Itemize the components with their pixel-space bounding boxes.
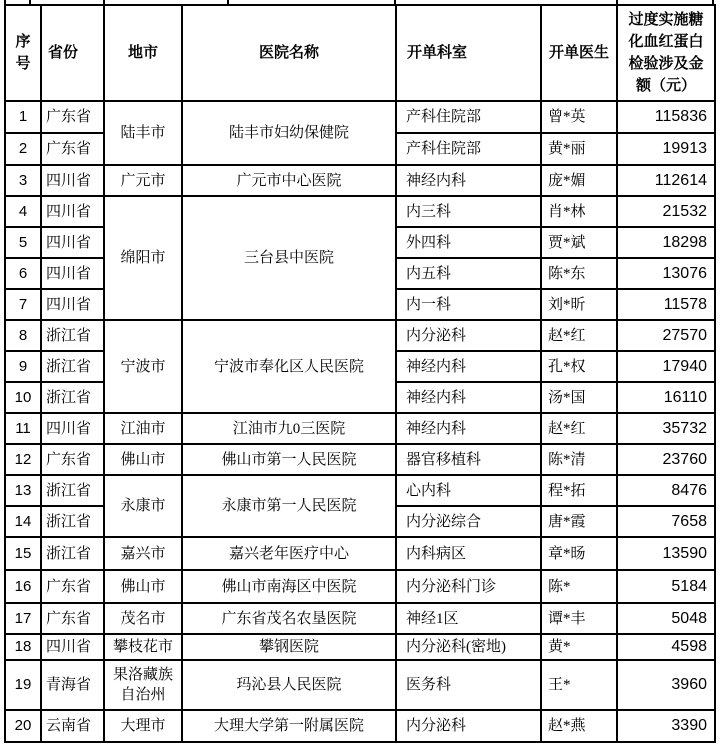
col-header-index: 序号 <box>5 5 41 101</box>
cell-hospital: 广东省茂名农垦医院 <box>182 603 396 634</box>
cell-doctor: 赵*燕 <box>541 710 617 742</box>
cell-city: 果洛藏族自治州 <box>104 660 182 710</box>
cell-doctor: 庞*媚 <box>541 165 617 196</box>
cell-province: 广东省 <box>41 603 104 634</box>
cell-doctor: 曾*英 <box>541 101 617 133</box>
table-row <box>5 165 715 196</box>
cell-index: 19 <box>5 660 41 710</box>
table-row <box>5 537 715 570</box>
table-body <box>5 101 715 742</box>
table-row <box>5 413 715 444</box>
cell-index: 15 <box>5 537 41 570</box>
cell-doctor: 陈*东 <box>541 258 617 289</box>
cell-department: 内分泌科 <box>396 320 541 351</box>
cell-province: 广东省 <box>41 101 104 133</box>
col-header-city: 地市 <box>104 5 182 101</box>
cell-index: 14 <box>5 506 41 537</box>
cell-index: 8 <box>5 320 41 351</box>
cell-province: 四川省 <box>41 196 104 227</box>
cell-amount: 7658 <box>617 506 715 537</box>
cell-hospital: 玛沁县人民医院 <box>182 660 396 710</box>
cell-hospital: 永康市第一人民医院 <box>182 475 396 537</box>
cell-department: 医务科 <box>396 660 541 710</box>
cell-province: 四川省 <box>41 634 104 660</box>
cell-hospital: 陆丰市妇幼保健院 <box>182 101 396 165</box>
cell-city: 茂名市 <box>104 603 182 634</box>
cell-department: 内一科 <box>396 289 541 320</box>
cell-amount: 8476 <box>617 475 715 506</box>
cell-amount: 5048 <box>617 603 715 634</box>
hba1c-overtesting-table <box>4 4 716 743</box>
cell-department: 内分泌综合 <box>396 506 541 537</box>
cell-department: 内科病区 <box>396 537 541 570</box>
table-row <box>5 603 715 634</box>
cell-doctor: 王* <box>541 660 617 710</box>
cell-amount: 16110 <box>617 382 715 413</box>
cell-index: 18 <box>5 634 41 660</box>
cell-city: 佛山市 <box>104 570 182 603</box>
cell-index: 13 <box>5 475 41 506</box>
cell-index: 6 <box>5 258 41 289</box>
cell-city: 永康市 <box>104 475 182 537</box>
cell-city: 佛山市 <box>104 444 182 475</box>
cell-hospital: 大理大学第一附属医院 <box>182 710 396 742</box>
cell-doctor: 陈* <box>541 570 617 603</box>
cell-amount: 11578 <box>617 289 715 320</box>
cell-doctor: 肖*林 <box>541 196 617 227</box>
cell-province: 浙江省 <box>41 537 104 570</box>
cell-department: 神经1区 <box>396 603 541 634</box>
cell-doctor: 黄*丽 <box>541 133 617 165</box>
cell-province: 四川省 <box>41 413 104 444</box>
cell-province: 浙江省 <box>41 382 104 413</box>
table-row <box>5 320 715 351</box>
cell-province: 青海省 <box>41 660 104 710</box>
cell-doctor: 孔*权 <box>541 351 617 382</box>
cell-province: 四川省 <box>41 258 104 289</box>
cell-amount: 4598 <box>617 634 715 660</box>
cell-province: 广东省 <box>41 444 104 475</box>
cell-department: 神经内科 <box>396 351 541 382</box>
cell-amount: 17940 <box>617 351 715 382</box>
cell-index: 1 <box>5 101 41 133</box>
cell-city: 攀枝花市 <box>104 634 182 660</box>
cell-index: 12 <box>5 444 41 475</box>
cell-department: 神经内科 <box>396 382 541 413</box>
col-header-hospital: 医院名称 <box>182 5 396 101</box>
cell-doctor: 汤*国 <box>541 382 617 413</box>
cell-department: 神经内科 <box>396 165 541 196</box>
table-row <box>5 475 715 506</box>
cell-province: 浙江省 <box>41 351 104 382</box>
cell-doctor: 谭*丰 <box>541 603 617 634</box>
cell-amount: 35732 <box>617 413 715 444</box>
table-header <box>5 5 715 101</box>
cell-department: 神经内科 <box>396 413 541 444</box>
col-header-department: 开单科室 <box>396 5 541 101</box>
table-row <box>5 196 715 227</box>
cell-index: 5 <box>5 227 41 258</box>
cell-department: 内分泌科(密地) <box>396 634 541 660</box>
table-row <box>5 444 715 475</box>
cell-province: 广东省 <box>41 570 104 603</box>
cell-city: 大理市 <box>104 710 182 742</box>
cell-hospital: 攀钢医院 <box>182 634 396 660</box>
cell-hospital: 广元市中心医院 <box>182 165 396 196</box>
col-header-amount: 过度实施糖化血红蛋白检验涉及金额（元） <box>617 5 715 101</box>
cell-amount: 13076 <box>617 258 715 289</box>
cell-hospital: 江油市九0三医院 <box>182 413 396 444</box>
cell-hospital: 嘉兴老年医疗中心 <box>182 537 396 570</box>
col-header-doctor: 开单医生 <box>541 5 617 101</box>
cell-amount: 27570 <box>617 320 715 351</box>
table-row <box>5 710 715 742</box>
header-row <box>5 5 715 101</box>
table-row <box>5 570 715 603</box>
cell-amount: 5184 <box>617 570 715 603</box>
cell-department: 心内科 <box>396 475 541 506</box>
cell-index: 9 <box>5 351 41 382</box>
cell-province: 四川省 <box>41 289 104 320</box>
cell-amount: 19913 <box>617 133 715 165</box>
cell-hospital: 宁波市奉化区人民医院 <box>182 320 396 413</box>
cell-department: 内分泌科门诊 <box>396 570 541 603</box>
cell-index: 11 <box>5 413 41 444</box>
cell-province: 四川省 <box>41 227 104 258</box>
cell-department: 产科住院部 <box>396 133 541 165</box>
cell-province: 浙江省 <box>41 475 104 506</box>
cell-amount: 3390 <box>617 710 715 742</box>
cell-doctor: 黄* <box>541 634 617 660</box>
cell-city: 陆丰市 <box>104 101 182 165</box>
cell-province: 浙江省 <box>41 320 104 351</box>
table-row <box>5 660 715 710</box>
cell-doctor: 陈*清 <box>541 444 617 475</box>
cell-city: 广元市 <box>104 165 182 196</box>
cell-department: 内五科 <box>396 258 541 289</box>
cell-index: 17 <box>5 603 41 634</box>
cell-doctor: 唐*霞 <box>541 506 617 537</box>
cell-province: 四川省 <box>41 165 104 196</box>
cell-index: 7 <box>5 289 41 320</box>
cell-amount: 13590 <box>617 537 715 570</box>
cell-index: 10 <box>5 382 41 413</box>
cell-amount: 115836 <box>617 101 715 133</box>
table-row <box>5 101 715 133</box>
cell-amount: 3960 <box>617 660 715 710</box>
cell-index: 20 <box>5 710 41 742</box>
cell-doctor: 程*拓 <box>541 475 617 506</box>
table-row <box>5 634 715 660</box>
cell-department: 产科住院部 <box>396 101 541 133</box>
cell-province: 云南省 <box>41 710 104 742</box>
cell-department: 内三科 <box>396 196 541 227</box>
cell-hospital: 三台县中医院 <box>182 196 396 320</box>
cell-department: 器官移植科 <box>396 444 541 475</box>
cell-doctor: 赵*红 <box>541 413 617 444</box>
cell-hospital: 佛山市第一人民医院 <box>182 444 396 475</box>
cell-doctor: 章*旸 <box>541 537 617 570</box>
col-header-province: 省份 <box>41 5 104 101</box>
cell-city: 嘉兴市 <box>104 537 182 570</box>
cell-index: 2 <box>5 133 41 165</box>
cell-index: 16 <box>5 570 41 603</box>
cell-hospital: 佛山市南海区中医院 <box>182 570 396 603</box>
cell-department: 外四科 <box>396 227 541 258</box>
cell-amount: 21532 <box>617 196 715 227</box>
cell-amount: 112614 <box>617 165 715 196</box>
cell-doctor: 赵*红 <box>541 320 617 351</box>
cell-amount: 23760 <box>617 444 715 475</box>
cell-province: 广东省 <box>41 133 104 165</box>
cell-city: 宁波市 <box>104 320 182 413</box>
cell-city: 绵阳市 <box>104 196 182 320</box>
cell-doctor: 刘*昕 <box>541 289 617 320</box>
cell-amount: 18298 <box>617 227 715 258</box>
cell-city: 江油市 <box>104 413 182 444</box>
cell-department: 内分泌科 <box>396 710 541 742</box>
cell-doctor: 贾*斌 <box>541 227 617 258</box>
cell-index: 4 <box>5 196 41 227</box>
cell-province: 浙江省 <box>41 506 104 537</box>
cell-index: 3 <box>5 165 41 196</box>
